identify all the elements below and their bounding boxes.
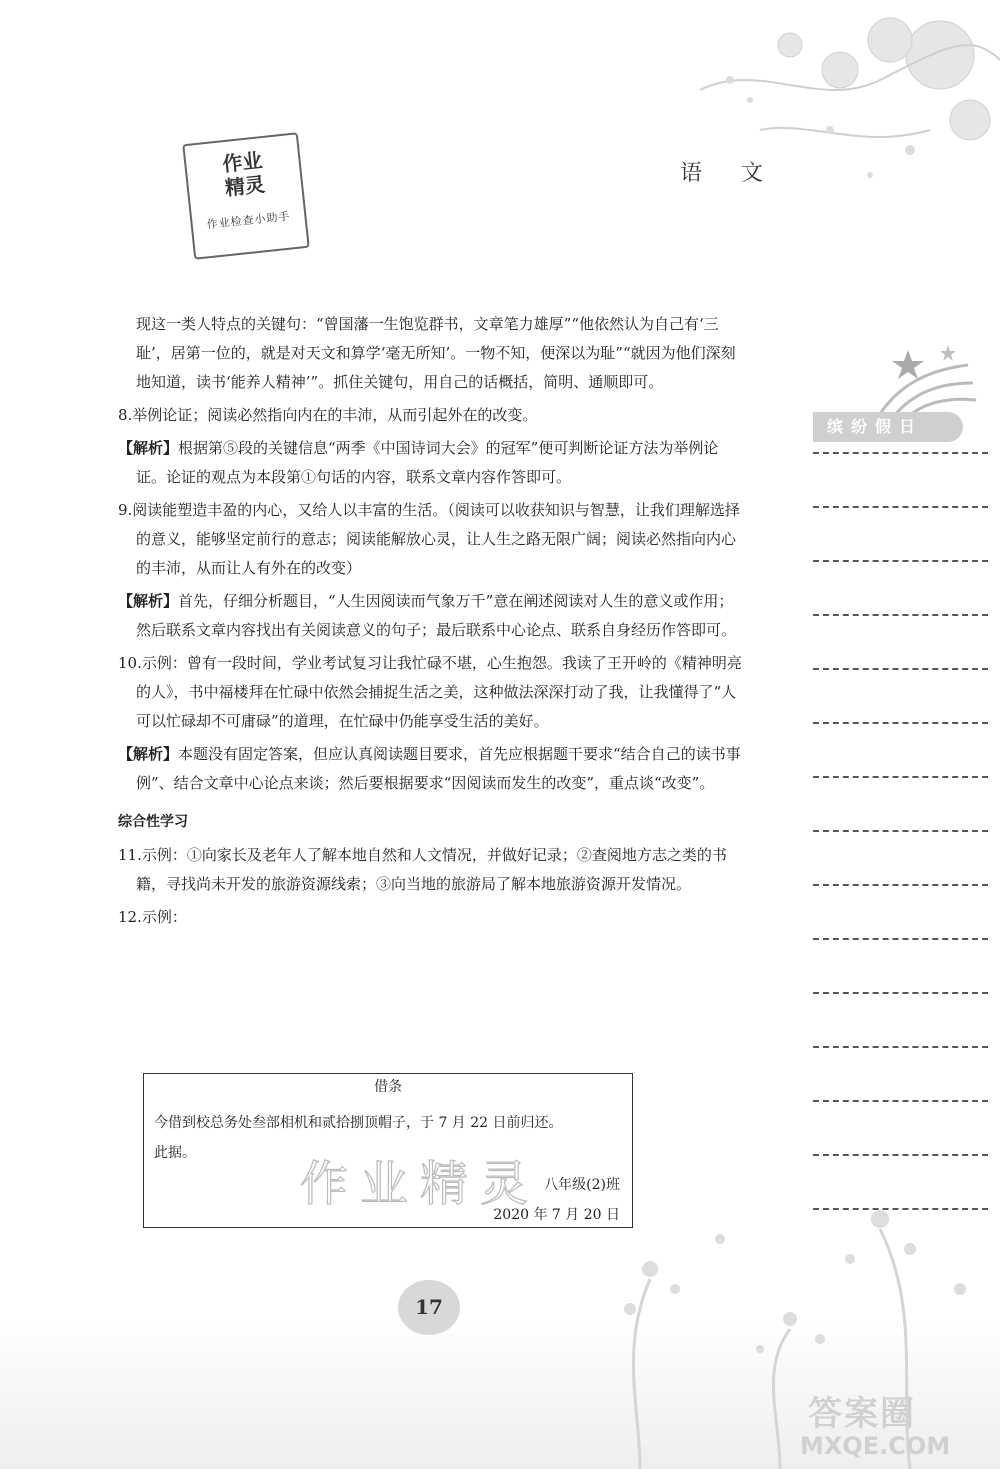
note-line xyxy=(813,616,988,670)
answer-10: 10.示例：曾有一段时间，学业考试复习让我忙碌不堪，心生抱怨。我读了王开岭的《精神明亮的人》，书中福楼拜在忙碌中依然会捕捉生活之美，这种做法深深打动了我，让我懂得了“人可以忙碌却不可庸碌”的道理，在忙碌中仍能享受生活的美好。 xyxy=(118,654,742,730)
footer-url: MXQE.COM xyxy=(800,1432,951,1460)
note-line xyxy=(813,1102,988,1156)
analysis-tag: 【解析】 xyxy=(118,439,179,457)
shooting-stars-icon xyxy=(868,345,978,420)
note-line xyxy=(813,562,988,616)
stamp-line-1: 作业 xyxy=(221,148,264,177)
watermark-text: 作业精灵 xyxy=(300,1156,541,1212)
note-line xyxy=(813,886,988,940)
section-heading: 综合性学习 xyxy=(118,814,188,830)
receipt-class: 八年级(2)班 xyxy=(544,1177,620,1193)
stamp-line-2: 精灵 xyxy=(223,172,267,201)
note-line xyxy=(813,940,988,994)
holiday-badge: 缤纷假日 xyxy=(813,412,963,442)
notes-lines xyxy=(813,452,988,1210)
receipt-title: 借条 xyxy=(374,1079,402,1095)
receipt-text: 今借到校总务处叁部相机和贰拾捌顶帽子，于 7 月 22 日前归还。 xyxy=(154,1115,563,1131)
note-line xyxy=(813,724,988,778)
analysis-8 xyxy=(118,434,746,492)
homework-elf-stamp xyxy=(182,132,309,259)
note-line xyxy=(813,508,988,562)
analysis-text: 根据第⑤段的关键信息“两季《中国诗词大会》的冠军”便可判断论证方法为举例论证。论证的观点为本段第①句话的内容，联系文章内容作答即可。 xyxy=(136,439,719,486)
footer-logo: 答案圈 xyxy=(808,1394,916,1434)
analysis-9 xyxy=(118,587,746,645)
analysis-text: 首先，仔细分析题目，“人生因阅读而气象万千”意在阐述阅读对人生的意义或作用；然后联系文章内容找出有关阅读意义的句子；最后联系中心论点、联系自身经历作答即可。 xyxy=(136,592,737,639)
note-line xyxy=(813,994,988,1048)
analysis-tag: 【解析】 xyxy=(118,745,179,763)
note-line xyxy=(813,454,988,508)
receipt-date: 2020 年 7 月 20 日 xyxy=(493,1207,620,1223)
answer-9: 9.阅读能塑造丰盈的内心，又给人以丰富的生活。（阅读可以收获知识与智慧，让我们理解选择的意义，能够坚定前行的意志；阅读能解放心灵，让人生之路无限广阔；阅读必然指向内心的丰沛，从而让人有外在的改变） xyxy=(118,501,740,577)
subject-title: 语 文 xyxy=(680,161,779,186)
note-line xyxy=(813,670,988,724)
analysis-text: 本题没有固定答案，但应认真阅读题目要求，首先应根据题干要求“结合自己的读书事例”、结合文章中心论点来谈；然后要根据要求“因阅读而发生的改变”，重点谈“改变”。 xyxy=(136,745,741,792)
answer-11: 11.示例：①向家长及老年人了解本地自然和人文情况，并做好记录；②查阅地方志之类的书籍，寻找尚未开发的旅游资源线索；③向当地的旅游局了解本地旅游资源开发情况。 xyxy=(118,846,727,893)
note-line xyxy=(813,1156,988,1210)
analysis-10 xyxy=(118,740,746,798)
answer-12: 12.示例： xyxy=(118,908,187,926)
note-line xyxy=(813,778,988,832)
note-line xyxy=(813,832,988,886)
receipt-closing: 此据。 xyxy=(154,1145,196,1161)
tree-decoration-icon xyxy=(580,1169,1000,1469)
answer-content xyxy=(118,310,746,932)
answer-8: 8.举例论证；阅读必然指向内在的丰沛，从而引起外在的改变。 xyxy=(118,406,538,424)
paragraph-continued: 现这一类人特点的关键句：“曾国藩一生饱览群书，文章笔力雄厚”“他依然认为自己有‘三耻’，居第一位的，就是对天文和算学‘毫无所知’。一物不知，便深以为耻”“就因为他们深刻地知道，读书‘能养人精神’”。抓住关键句，用自己的话概括，简明、通顺即可。 xyxy=(136,315,736,391)
stamp-line-3: 作业检查小助手 xyxy=(206,209,292,232)
analysis-tag: 【解析】 xyxy=(118,592,179,610)
note-line xyxy=(813,1048,988,1102)
page-number: 17 xyxy=(398,1280,460,1335)
